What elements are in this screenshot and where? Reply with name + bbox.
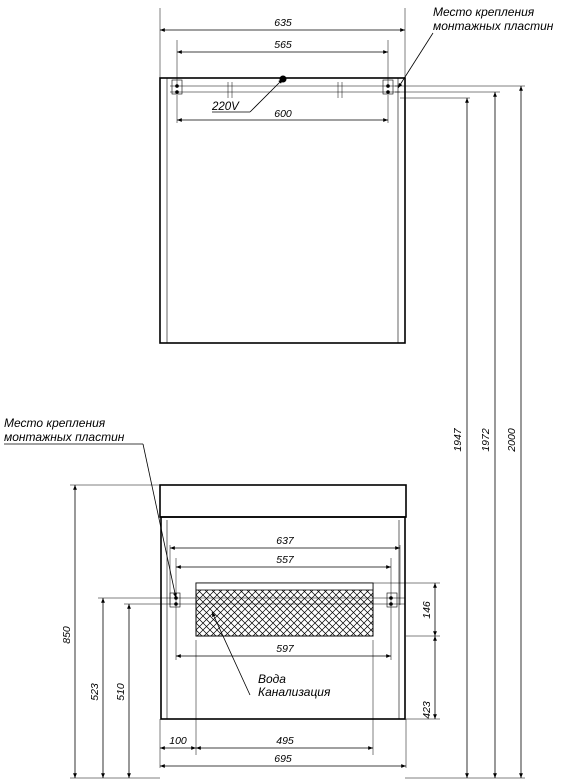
power-label: 220V [212, 101, 239, 113]
height-dimensions [395, 86, 525, 778]
mirror-mount-label-2: монтажных пластин [433, 19, 554, 33]
dim-label-510: 510 [115, 683, 127, 701]
water-label: Вода [258, 672, 286, 686]
dim-label-635: 635 [274, 17, 292, 29]
basin-top [160, 485, 406, 517]
dim-label-100: 100 [169, 735, 187, 747]
dim-label-146: 146 [421, 601, 433, 619]
dim-label-1972: 1972 [480, 428, 492, 452]
dim-label-1947: 1947 [452, 428, 464, 452]
cabinet-mount-label-1: Место крепления [4, 416, 106, 430]
dim-label-597: 597 [276, 643, 294, 655]
cabinet-mount-label-2: монтажных пластин [4, 430, 125, 444]
dim-label-600: 600 [274, 108, 292, 120]
dim-label-565: 565 [274, 39, 292, 51]
dim-label-695: 695 [274, 753, 292, 765]
dim-label-557: 557 [276, 554, 294, 566]
dim-label-423: 423 [421, 701, 433, 719]
mirror-mount-label-1: Место крепления [433, 5, 535, 19]
dim-label-637: 637 [276, 535, 294, 547]
dim-label-495: 495 [276, 735, 294, 747]
sewer-label: Канализация [258, 685, 331, 699]
dim-label-523: 523 [89, 683, 101, 701]
cabinet-view [4, 416, 440, 778]
dim-label-850: 850 [61, 626, 73, 644]
utility-zone [196, 583, 373, 636]
dim-label-2000: 2000 [506, 428, 518, 452]
